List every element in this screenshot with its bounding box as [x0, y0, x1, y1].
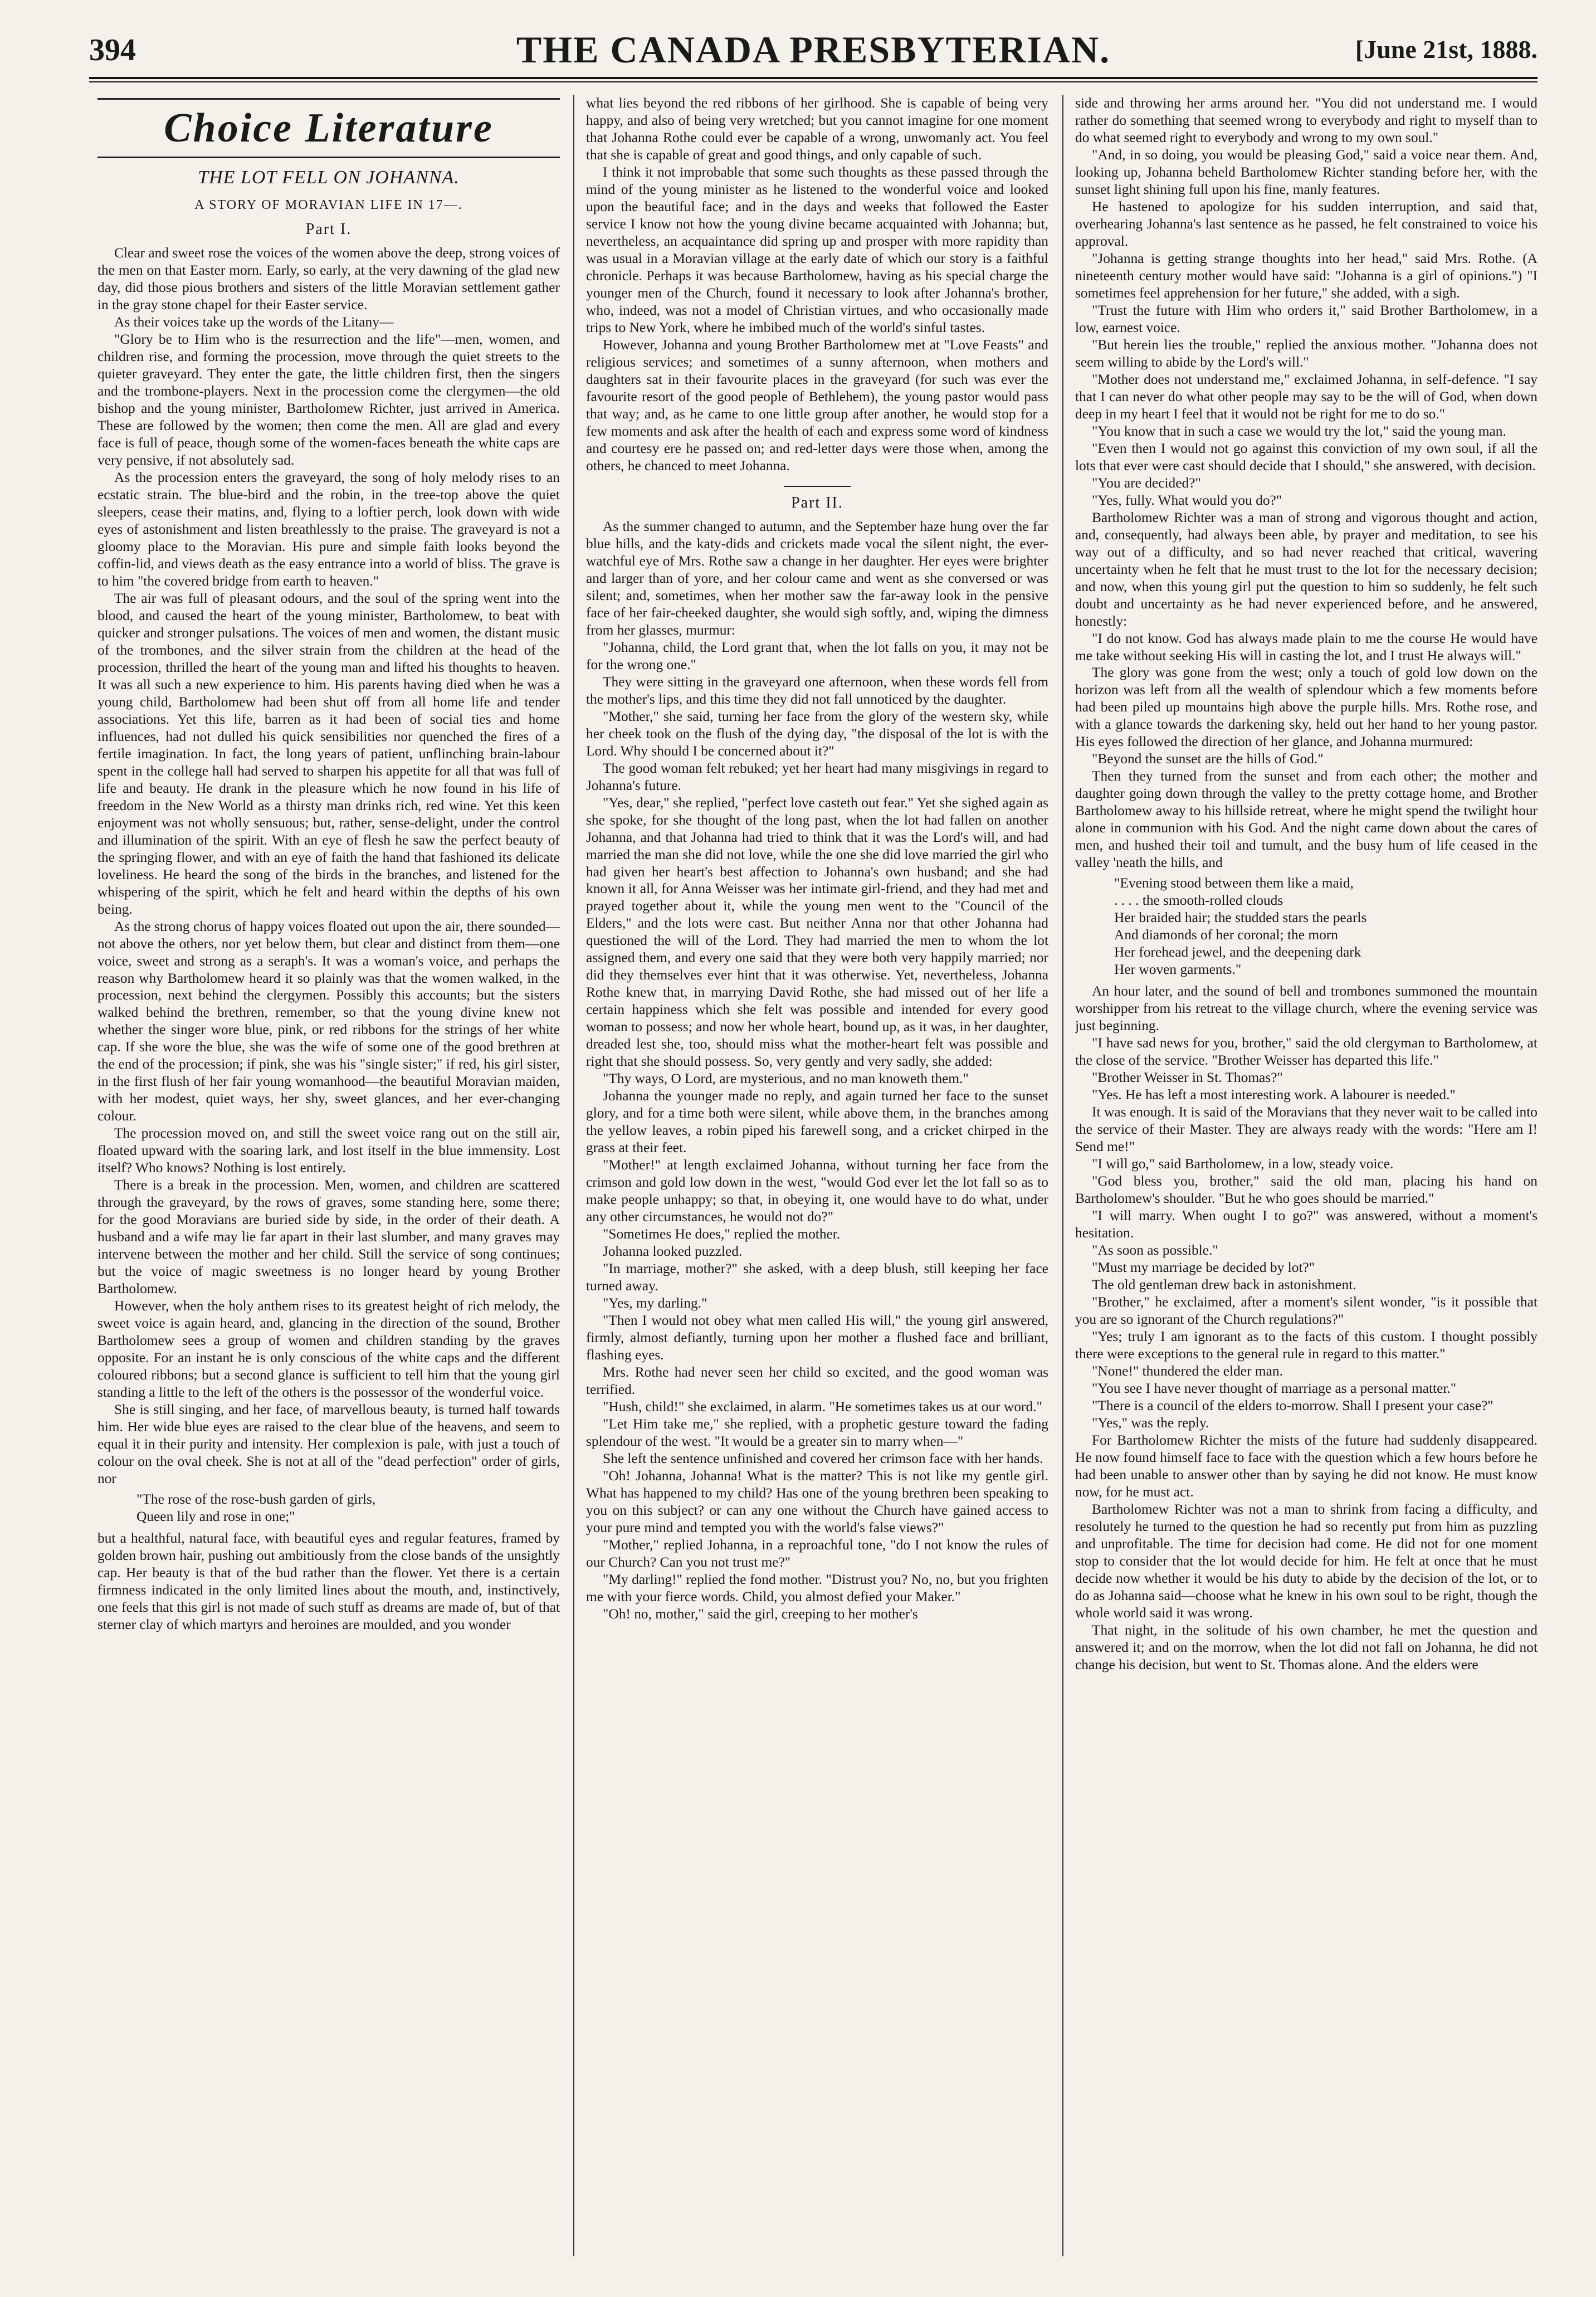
- paragraph: "Mother!" at length exclaimed Johanna, without turning her face from the crimson and gold low down in the west, "would God ever let the lot fall so as to make people unhappy; so that, in obeying it, one would have to do what, under any other circumstances, he would not do?": [586, 1157, 1048, 1225]
- page-header: [89, 27, 1538, 71]
- paragraph: Queen lily and rose in one;": [136, 1509, 295, 1525]
- story-title: THE LOT FELL ON JOHANNA.: [198, 167, 460, 188]
- section-heading: Choice Literature: [97, 98, 560, 158]
- story-subtitle: A STORY OF MORAVIAN LIFE IN 17—.: [194, 197, 463, 212]
- verse-quote: [97, 1491, 560, 1525]
- column-2: [586, 95, 1048, 2256]
- paragraph: "Mother," replied Johanna, in a reproachful tone, "do I not know the rules of our Church? Can you not trust me?": [586, 1537, 1048, 1570]
- header-rule: [89, 77, 1538, 79]
- newspaper-title: THE CANADA PRESBYTERIAN.: [516, 28, 1111, 71]
- paragraph: The air was full of pleasant odours, and the soul of the spring went into the blood, and caused the heart of the young minister, Bartholomew, to beat with quicker and stronger pulsations. The voices of men and women, the distant music of the trombones, and the silver strain from the children at the head of the procession, thrilled the heart of the young man and lifted his thoughts to heaven. It was all such a new experience to him. His parents having died when he was a young child, Bartholomew had been shut off from all home life and tender associations. Yet this life, barren as it had been of social ties and home influences, had not dulled his quick sensibilities nor quenched the fires of a fertile imagination. In fact, the long years of patient, unflinching brain-labour spent in the college hall had served to sharpen his appetite for all that was full of life and beauty. He drank in the pleasure which he now found in his life of freedom in the New World as a thirsty man drinks rich, red wine. Yet this keen enjoyment was not wholly sensuous; but, rather, sense-delight, under the control and illumination of the spirit. With an eye of flesh he saw the perfect beauty of the springing flower, and with an eye of faith the hand that fashioned its delicate loveliness. He heard the song of the birds in the branches, and listened for the whispering of the spirit, which he felt and heard within the depths of his own being.: [97, 590, 560, 917]
- paragraph: "Brother Weisser in St. Thomas?": [1092, 1070, 1283, 1086]
- paragraph: However, when the holy anthem rises to its greatest height of rich melody, the sweet voice is again heard, and, glancing in the direction of the sound, Brother Bartholomew sees a group of women and children standing by the graves opposite. For an instant he is only conscious of the white caps and the different coloured ribbons; but a second glance is sufficient to tell him that the young girl standing a little to the left of the others is the possessor of the wonderful voice.: [97, 1298, 560, 1401]
- paragraph: "Yes. He has left a most interesting work. A labourer is needed.": [1092, 1087, 1456, 1103]
- paragraph: They were sitting in the graveyard one afternoon, when these words fell from the mother's lips, and this time they did not fall unnoticed by the daughter.: [586, 674, 1048, 707]
- paragraph: "Trust the future with Him who orders it," said Brother Bartholomew, in a low, earnest voice.: [1075, 302, 1538, 335]
- paragraph: The good woman felt rebuked; yet her heart had many misgivings in regard to Johanna's future.: [586, 760, 1048, 793]
- paragraph: "Evening stood between them like a maid,: [1114, 875, 1354, 891]
- paragraph: As the summer changed to autumn, and the September haze hung over the far blue hills, and the katy-dids and crickets made vocal the silent night, the ever-watchful eye of Mrs. Rothe saw a change in her daughter. Her eyes were brighter and larger than of yore, and her colour came and went as she conversed or was silent; and, sometimes, when her mother saw the far-away look in the pensive face of her fair-cheeked daughter, she would sigh softly, and, wiping the dimness from her glasses, murmur:: [586, 518, 1048, 638]
- paragraph: "Yes, fully. What would you do?": [1092, 492, 1282, 508]
- paragraph: "I have sad news for you, brother," said the old clergyman to Bartholomew, at the close of the service. "Brother Weisser has departed this life.": [1075, 1035, 1538, 1069]
- paragraph: Her forehead jewel, and the deepening dark: [1114, 944, 1361, 960]
- column-3-text-end: [1075, 983, 1538, 1673]
- page-number: 394: [89, 33, 136, 67]
- issue-date: [June 21st, 1888.: [1355, 35, 1538, 64]
- paragraph: Clear and sweet rose the voices of the women above the deep, strong voices of the men on that Easter morn. Early, so early, at the very dawning of the glad new day, did those pious brothers and sisters of the little Moravian settlement gather in the gray stone chapel for their Easter service.: [97, 245, 560, 313]
- paragraph: "Let Him take me," she replied, with a prophetic gesture toward the fading splendour of the west. "It would be a greater sin to marry when—": [586, 1416, 1048, 1449]
- paragraph: "My darling!" replied the fond mother. "Distrust you? No, no, but you frighten me with your fierce words. Child, you almost defied your Maker.": [586, 1571, 1048, 1605]
- paragraph: The procession moved on, and still the sweet voice rang out on the still air, floated upward with the soaring lark, and lost itself in the blue immensity. Lost itself? Who knows? Nothing is lost entirely.: [97, 1125, 560, 1176]
- paragraph: "Yes; truly I am ignorant as to the facts of this custom. I thought possibly there were exceptions to the general rule in regard to this matter.": [1075, 1328, 1538, 1362]
- paragraph: "Thy ways, O Lord, are mysterious, and no man knoweth them.": [603, 1071, 969, 1087]
- paragraph: "Glory be to Him who is the resurrection and the life"—men, women, and children rise, and forming the procession, move through the quiet streets to the quieter graveyard. They enter the gate, the little children first, then the singers and the trombone-players. Next in the procession come the clergymen—the old bishop and the young minister, Bartholomew Richter, just arrived in America. These are followed by the women; then come the men. All are glad and every face is full of peace, though some of the women-faces beneath the white caps are very pensive, if not absolutely sad.: [97, 331, 560, 468]
- paragraph: Her braided hair; the studded stars the pearls: [1114, 910, 1367, 926]
- paragraph: "Mother does not understand me," exclaimed Johanna, in self-defence. "I say that I can never do what other people may say to be the will of God, when down deep in my heart I feel that it would not be right for me to do so.": [1075, 371, 1538, 422]
- paragraph: Her woven garments.": [1114, 962, 1242, 978]
- paragraph: "Oh! Johanna, Johanna! What is the matter? This is not like my gentle girl. What has happened to my child? Has one of the young brethren been speaking to you on this subject? or can any one without the Church have gained access to your pure mind and tempted you with the world's false views?": [586, 1467, 1048, 1535]
- column-2-text: [586, 95, 1048, 475]
- paragraph: "You know that in such a case we would try the lot," said the young man.: [1092, 423, 1506, 439]
- paragraph: "I do not know. God has always made plain to me the course He would have me take without seeking His will in casting the lot, and I trust He always will.": [1075, 630, 1538, 664]
- paragraph: Mrs. Rothe had never seen her child so excited, and the good woman was terrified.: [586, 1364, 1048, 1398]
- paragraph: "Johanna, child, the Lord grant that, when the lot falls on you, it may not be for the wrong one.": [586, 639, 1048, 672]
- paragraph: "I will go," said Bartholomew, in a low, steady voice.: [1092, 1156, 1394, 1172]
- paragraph: side and throwing her arms around her. "You did not understand me. I would rather do something that seemed wrong to everybody and right to myself than to do what seemed right to everybody and wrong to my own soul.": [1075, 95, 1538, 145]
- paragraph: As their voices take up the words of the Litany—: [114, 314, 394, 330]
- paragraph: He hastened to apologize for his sudden interruption, and said that, overhearing Johanna's last sentence as he passed, he felt constrained to voice his approval.: [1075, 198, 1538, 249]
- paragraph: "I will marry. When ought I to go?" was answered, without a moment's hesitation.: [1075, 1208, 1538, 1241]
- paragraph: "Johanna is getting strange thoughts into her head," said Mrs. Rothe. (A nineteenth century mother would have said: "Johanna is a girl of opinions.") "I sometimes feel apprehension for her future," she added, with a sigh.: [1075, 250, 1538, 301]
- paragraph: "Sometimes He does," replied the mother.: [603, 1226, 841, 1242]
- paragraph: "Mother," she said, turning her face from the glory of the western sky, while her cheek took on the flush of the dying day, "the disposal of the lot is with the Lord. Why should I be concerned about it?": [586, 708, 1048, 759]
- paragraph: The old gentleman drew back in astonishment.: [1092, 1276, 1356, 1293]
- paragraph: "Yes, dear," she replied, "perfect love casteth out fear." Yet she sighed again as she spoke, for she thought of the long past, when the lot had fallen on another Johanna, and that Johanna had tried to think that it was the Lord's will, and had married the man she did not love, while the one she did love married the girl who had given her heart's best affection to Johanna's own husband; and she had known it all, for Anna Weisser was her intimate girl-friend, and they had met and prayed together about it, while the young men went to the "Council of the Elders," and the lots were cast. But neither Anna nor that other Johanna had questioned the will of the Lord. They had married the men to whom the lot assigned them, and every one said that they were both very happily married; nor did they themselves ever hint that it was otherwise. Yet, nevertheless, Johanna Rothe knew that, in marrying David Rothe, she had missed out of her life a certain happiness which she felt was possible and intended for every good woman to possess; and now her whole heart, bound up, as it was, in her daughter, dreaded lest she, too, should miss what the mother-heart felt was possible and right that she should possess. So, very gently and very sadly, she added:: [586, 794, 1048, 1070]
- paragraph: Johanna the younger made no reply, and again turned her face to the sunset glory, and for a time both were silent, while above them, in the branches among the yellow leaves, a robin piped his farewell song, and a cricket chirped in the grass at their feet.: [586, 1088, 1048, 1156]
- column-1: [97, 95, 560, 2256]
- column-2-text-part2: [586, 518, 1048, 1623]
- part-heading: Part I.: [305, 221, 352, 238]
- paragraph: "Then I would not obey what men called His will," the young girl answered, firmly, almost defiantly, turning upon her mother a flushed face and brilliant, flashing eyes.: [586, 1313, 1048, 1363]
- paragraph: "None!" thundered the elder man.: [1092, 1363, 1283, 1379]
- paragraph: Bartholomew Richter was not a man to shrink from facing a difficulty, and resolutely he turned to the question he had so recently put from him as puzzling and unprofitable. The time for decision had come. He did not for one moment stop to consider that the lot would decide for him. He felt at once that he must decide now whether it would be his duty to abide by the decision of the lot, or to do as Johanna said—choose what he knew in his own soul to be right, though the whole world said it was wrong.: [1075, 1501, 1538, 1621]
- paragraph: She is still singing, and her face, of marvellous beauty, is turned half towards him. Her wide blue eyes are raised to the clear blue of the heavens, and seem to equal it in their purity and intensity. Her complexion is pale, with just a touch of colour on the oval cheek. She is not at all of the "dead perfection" order of girls, nor: [97, 1402, 560, 1487]
- paragraph: As the procession enters the graveyard, the song of holy melody rises to an ecstatic strain. The blue-bird and the robin, in the tree-top above the quiet sleepers, cease their matins, and, flying to a loftier perch, look down with wide eyes of astonishment and listen breathlessly to the praise. The graveyard is not a gloomy place to the Moravian. His pure and simple faith looks beyond the coffin-lid, and views death as the easy entrance into a world of bliss. The grave is to him "the covered bridge from earth to heaven.": [97, 469, 560, 589]
- paragraph: . . . . the smooth-rolled clouds: [1114, 893, 1283, 909]
- paragraph: "Oh! no, mother," said the girl, creeping to her mother's: [603, 1606, 918, 1622]
- paragraph: For Bartholomew Richter the mists of the future had suddenly disappeared. He now found himself face to face with the question which a few hours before he had been unable to answer other than by saying he did not know. He must know now, for he must act.: [1075, 1432, 1538, 1500]
- paragraph: "The rose of the rose-bush garden of girls,: [136, 1491, 376, 1508]
- paragraph: And diamonds of her coronal; the morn: [1114, 927, 1338, 943]
- paragraph: She left the sentence unfinished and covered her crimson face with her hands.: [603, 1450, 1043, 1466]
- paragraph: "But herein lies the trouble," replied the anxious mother. "Johanna does not seem willing to abide by the Lord's will.": [1075, 336, 1538, 370]
- paragraph: There is a break in the procession. Men, women, and children are scattered through the graveyard, by the rows of graves, some standing here, some there; for the good Moravians are buried side by side, in the order of their death. A husband and a wife may lie far apart in their last slumber, and many graves may intervene between the mother and her child. Still the service of song continues; but the voice of magic sweetness is no longer heard by young Brother Bartholomew.: [97, 1177, 560, 1297]
- paragraph: "God bless you, brother," said the old man, placing his hand on Bartholomew's shoulder. "But he who goes should be married.": [1075, 1173, 1538, 1207]
- paragraph: That night, in the solitude of his own chamber, he met the question and answered it; and on the morrow, when the lot did not fall on Johanna, he did not change his decision, but went to St. Thomas alone. And the elders were: [1075, 1622, 1538, 1672]
- column-3-text: [1075, 95, 1538, 871]
- header-rule-thin: [89, 81, 1538, 82]
- paragraph: An hour later, and the sound of bell and trombones summoned the mountain worshipper from his retreat to the village church, where the evening service was just beginning.: [1075, 983, 1538, 1034]
- paragraph: what lies beyond the red ribbons of her girlhood. She is capable of being very happy, and also of being very wretched; but you cannot imagine for one moment that Johanna Rothe could ever be capable of a wrong, unwomanly act. You feel that she is capable of great and good things, and only capable of such.: [586, 95, 1048, 163]
- column-3: [1075, 95, 1538, 2256]
- paragraph: "Even then I would not go against this conviction of my own soul, if all the lots that ever were cast should decide that I should," she answered, with decision.: [1075, 440, 1538, 474]
- paragraph: Bartholomew Richter was a man of strong and vigorous thought and action, and, consequently, had always been able, by prayer and meditation, to see his way out of a difficulty, and so had never reached that critical, wavering uncertainty when he felt that he must trust to the lot for the necessary decision; and now, when this young girl put the question to him so suddenly, he felt such doubt and uncertainty as he had never experienced before, and he answered, honestly:: [1075, 509, 1538, 629]
- article-columns: [97, 95, 1538, 2256]
- paragraph: Johanna looked puzzled.: [603, 1243, 743, 1260]
- paragraph: "Yes," was the reply.: [1092, 1415, 1209, 1431]
- paragraph: "And, in so doing, you would be pleasing God," said a voice near them. And, looking up, Johanna beheld Bartholomew Richter standing before her, with the sunset light shining full upon his fine, manly features.: [1075, 147, 1538, 197]
- paragraph: As the strong chorus of happy voices floated out upon the air, there sounded—not above the others, nor yet below them, but clear and distinct from them—one voice, sweet and strong as a seraph's. It was a woman's voice, and perhaps the reason why Bartholomew heard it so plainly was that the women walked, in the procession, next behind the clergymen. Possibly this accounts; but the sisters walked behind the brethren, remember, so that the young divine knew not whether the singer wore blue, pink, or red ribbons for the strings of her white cap. If she wore the blue, she was the wife of some one of the good brethren at the end of the procession; if pink, she was his "single sister;" if red, his girl sister, in the first flush of her fair young womanhood—the beautiful Moravian maiden, with her modest, quiet ways, her shy, sweet glances, and her ever-changing colour.: [97, 918, 560, 1124]
- paragraph: The glory was gone from the west; only a touch of gold low down on the horizon was left from all the wealth of splendour which a few moments before had been piled up mountains high above the purple hills. Mrs. Rothe rose, and with a glance towards the darkening sky, held out her hand to her young pastor. His eyes followed the direction of her glance, and Johanna murmured:: [1075, 665, 1538, 750]
- paragraph: It was enough. It is said of the Moravians that they never wait to be called into the service of their Master. They are always ready with the words: "Here am I! Send me!": [1075, 1104, 1538, 1155]
- paragraph: "In marriage, mother?" she asked, with a deep blush, still keeping her face turned away.: [586, 1261, 1048, 1294]
- paragraph: "Beyond the sunset are the hills of God.": [1092, 751, 1324, 767]
- verse-quote: [1075, 875, 1538, 978]
- paragraph: "You see I have never thought of marriage as a personal matter.": [1092, 1380, 1457, 1396]
- paragraph: "You are decided?": [1092, 475, 1201, 491]
- paragraph: "Must my marriage be decided by lot?": [1092, 1259, 1315, 1275]
- paragraph: "Brother," he exclaimed, after a moment's silent wonder, "is it possible that you are so ignorant of the Church regulations?": [1075, 1294, 1538, 1327]
- part-heading: Part II.: [791, 494, 843, 511]
- column-1-text: [97, 245, 560, 1488]
- paragraph: Then they turned from the sunset and from each other; the mother and daughter going down through the valley to the pretty cottage home, and Brother Bartholomew away to his hillside retreat, where he might spend the twilight hour alone in communion with his God. And the night came down about the cares of men, and hushed their toil and tumult, and the busy hum of life ceased in the valley 'neath the hills, and: [1075, 768, 1538, 871]
- paragraph: However, Johanna and young Brother Bartholomew met at "Love Feasts" and religious services; and sometimes of a sunny afternoon, when mothers and daughters sat in their favourite places in the graveyard (for such was ever the favourite resort of the good people of Bethlehem), the young pastor would pass that way; and, as he came to one little group after another, he would stop for a few moments and ask after the health of each and express some word of kindness and courtesy ere he passed on; and red-letter days were those when, among the others, he chanced to meet Johanna.: [586, 336, 1048, 474]
- paragraph: I think it not improbable that some such thoughts as these passed through the mind of the young minister as he listened to the wonderful voice and looked upon the beautiful face; and in the days and weeks that followed the Easter service I know not how the young divine became acquainted with Johanna; but, nevertheless, an acquaintance did spring up and prosper with more rapidity than was usual in a Moravian village at the early date of which our story is a faithful chronicle. Perhaps it was because Bartholomew, having as his special charge the younger men of the Church, found it necessary to look after Johanna's brother, who, indeed, was not a model of Christian virtues, and who occasionally made trips to New York, where he imbibed much of the world's sinful tastes.: [586, 164, 1048, 335]
- paragraph: but a healthful, natural face, with beautiful eyes and regular features, framed by golden brown hair, pushing out ambitiously from the close bands of the unsightly cap. Her beauty is that of the bud rather than the flower. Yet there is a certain firmness indicated in the only limited lines about the mouth, and, instinctively, one feels that this girl is not made of such stuff as dreams are made of, but of that sterner clay of which martyrs and heroines are moulded, and you wonder: [97, 1530, 560, 1632]
- paragraph: "Yes, my darling.": [603, 1295, 707, 1311]
- paragraph: "As soon as possible.": [1092, 1242, 1218, 1258]
- separator: [784, 486, 851, 487]
- paragraph: "There is a council of the elders to-morrow. Shall I present your case?": [1092, 1397, 1493, 1413]
- paragraph: "Hush, child!" she exclaimed, in alarm. "He sometimes takes us at our word.": [603, 1399, 1042, 1415]
